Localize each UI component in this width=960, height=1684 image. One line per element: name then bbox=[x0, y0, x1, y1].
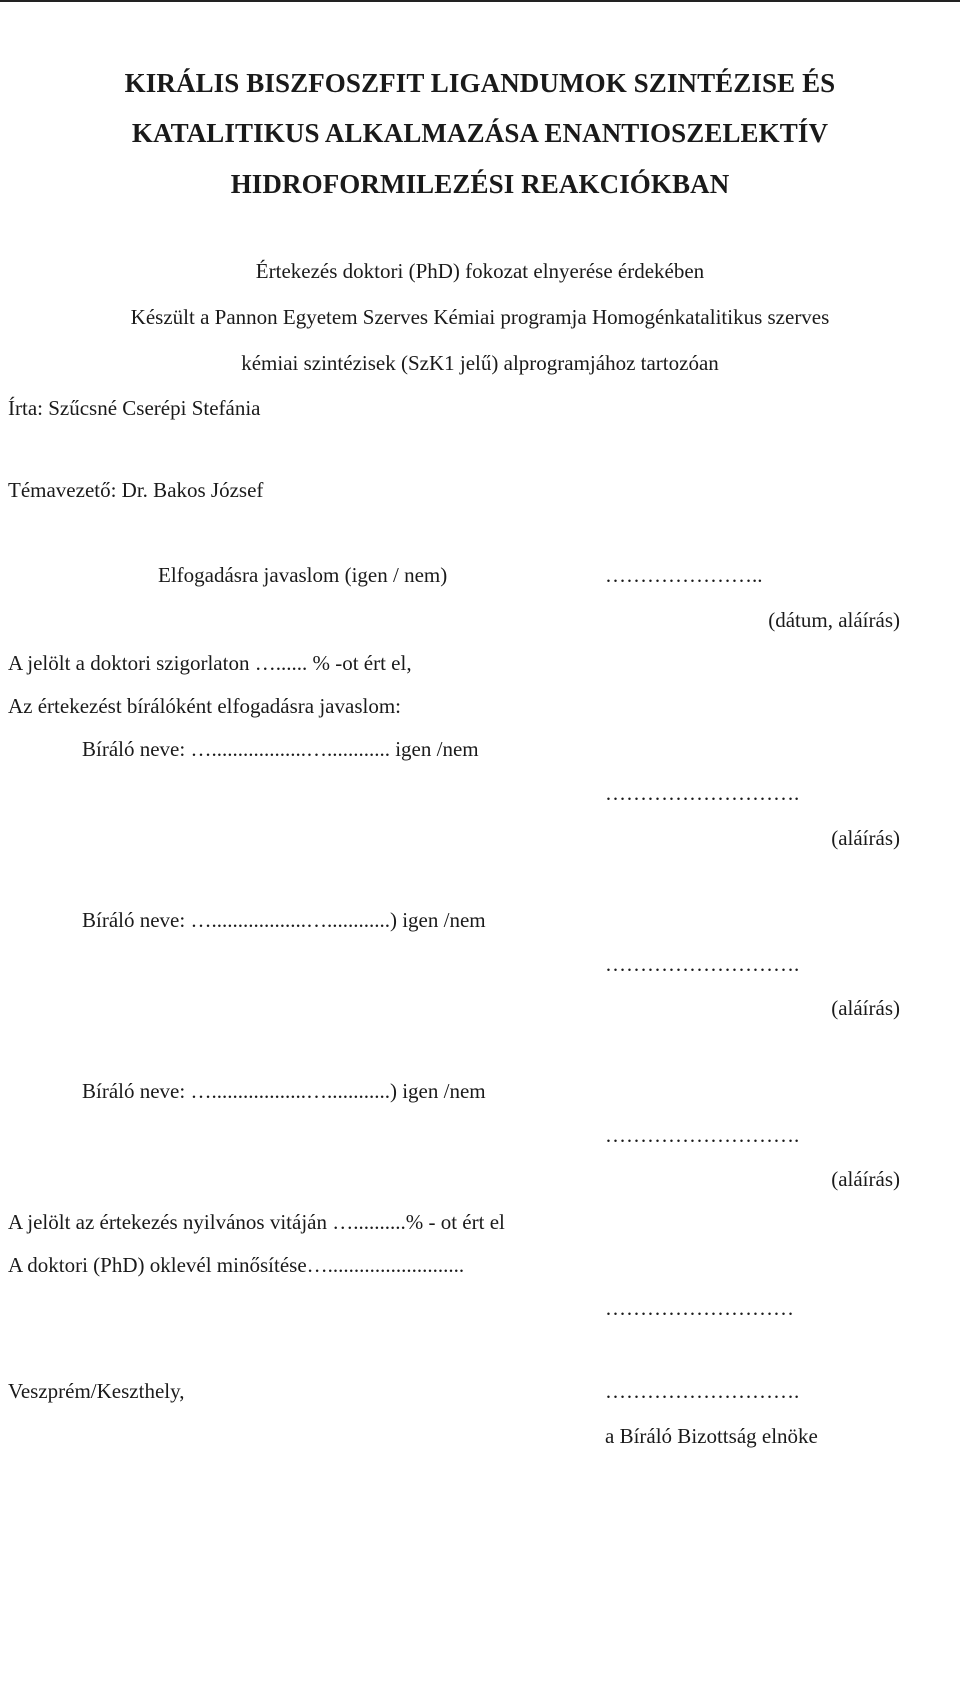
supervisor-line: Témavezető: Dr. Bakos József bbox=[8, 478, 264, 502]
place-line: Veszprém/Keszthely, bbox=[8, 1379, 185, 1403]
acceptance-dots: ………………….. bbox=[605, 563, 763, 587]
title-line-1: KIRÁLIS BISZFOSZFIT LIGANDUMOK SZINTÉZISE ÉS bbox=[124, 68, 836, 98]
title-line-2: KATALITIKUS ALKALMAZÁSA ENANTIOSZELEKTÍV bbox=[131, 118, 829, 148]
reviewer-3-dots: ………………………. bbox=[605, 1123, 800, 1147]
acceptance-caption: (dátum, aláírás) bbox=[768, 608, 900, 632]
intro-line-3: kémiai szintézisek (SzK1 jelű) alprogramjához tartozóan bbox=[241, 351, 719, 375]
reviewer-3-caption: (aláírás) bbox=[831, 1167, 900, 1191]
grade-line: A doktori (PhD) oklevél minősítése….......................... bbox=[8, 1253, 465, 1277]
reviewer-2-dots: ………………………. bbox=[605, 952, 800, 976]
grade-dots: ……………………… bbox=[605, 1296, 794, 1320]
exam-line: A jelölt a doktori szigorlaton …...... % -ot ért el, bbox=[8, 651, 412, 675]
title-line-3: HIDROFORMILEZÉSI REAKCIÓKBAN bbox=[230, 169, 730, 199]
chair-caption: a Bíráló Bizottság elnöke bbox=[605, 1424, 818, 1448]
reviewer-2-caption: (aláírás) bbox=[831, 996, 900, 1020]
reviewer-1-line: Bíráló neve: …..................…............ igen /nem bbox=[82, 737, 479, 761]
intro-line-2: Készült a Pannon Egyetem Szerves Kémiai programja Homogénkatalitikus szerves bbox=[130, 305, 830, 329]
chair-signature-dots: ………………………. bbox=[605, 1379, 800, 1403]
acceptance-label: Elfogadásra javaslom (igen / nem) bbox=[158, 563, 448, 587]
top-rule bbox=[0, 0, 960, 2]
reviewer-3-line: Bíráló neve: …..................…............) igen /nem bbox=[82, 1079, 486, 1103]
reviewer-2-line: Bíráló neve: …..................…............) igen /nem bbox=[82, 908, 486, 932]
defense-line: A jelölt az értekezés nyilvános vitáján …..........% - ot ért el bbox=[8, 1210, 505, 1234]
reviewer-1-dots: ………………………. bbox=[605, 781, 800, 805]
reviewers-intro: Az értekezést bírálóként elfogadásra javaslom: bbox=[8, 694, 401, 718]
author-line: Írta: Szűcsné Cserépi Stefánia bbox=[8, 396, 261, 420]
intro-line-1: Értekezés doktori (PhD) fokozat elnyerése érdekében bbox=[255, 259, 705, 283]
reviewer-1-caption: (aláírás) bbox=[831, 826, 900, 850]
